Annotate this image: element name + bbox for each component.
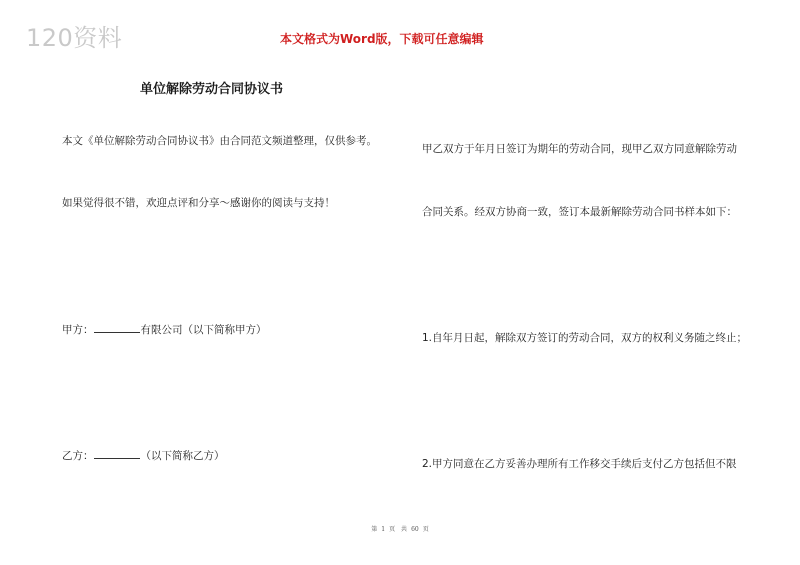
footer-total-pages: 60 <box>411 526 419 533</box>
format-notice: 本文格式为Word版，下载可任意编辑 <box>280 32 484 46</box>
para1-line2: 合同关系。经双方协商一致，签订本最新解除劳动合同书样本如下： <box>422 206 737 218</box>
party-a-blank <box>94 322 140 333</box>
party-a-suffix: 有限公司（以下简称甲方） <box>140 324 267 336</box>
watermark-logo: 120资料 <box>26 24 123 52</box>
page-footer <box>0 524 800 533</box>
party-a-label: 甲方： <box>62 324 94 336</box>
intro-text: 本文《单位解除劳动合同协议书》由合同范文频道整理，仅供参考。 <box>62 135 377 147</box>
party-a-line <box>62 322 267 337</box>
invite-text: 如果觉得很不错，欢迎点评和分享～感谢你的阅读与支持！ <box>62 197 335 209</box>
para1-line1: 甲乙双方于年月日签订为期年的劳动合同，现甲乙双方同意解除劳动 <box>422 143 737 155</box>
footer-page-number: 1 <box>381 526 386 533</box>
party-b-blank <box>94 448 140 459</box>
party-b-line <box>62 448 225 463</box>
party-b-label: 乙方： <box>62 450 94 462</box>
footer-total-prefix: 共 <box>401 526 408 533</box>
document-title: 单位解除劳动合同协议书 <box>140 82 284 97</box>
footer-page-unit: 页 <box>389 526 396 533</box>
clause-1: 1.自年月日起，解除双方签订的劳动合同，双方的权利义务随之终止； <box>422 332 748 344</box>
footer-total-unit: 页 <box>422 526 429 533</box>
clause-2: 2.甲方同意在乙方妥善办理所有工作移交手续后支付乙方包括但不限 <box>422 458 737 470</box>
party-b-suffix: （以下简称乙方） <box>140 450 225 462</box>
footer-prefix: 第 <box>371 526 378 533</box>
